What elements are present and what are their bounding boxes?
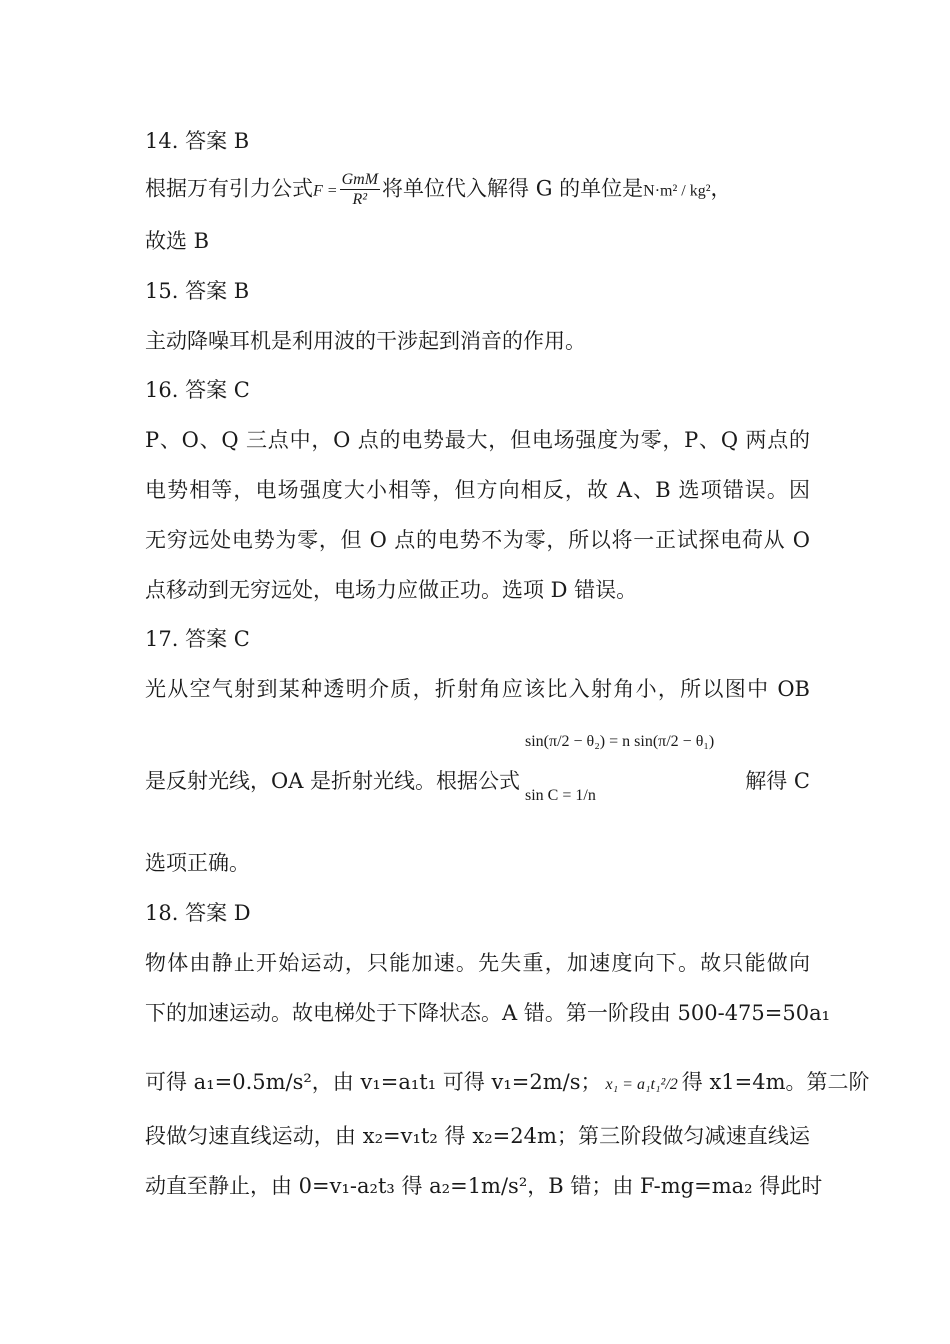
q14-line-2: 故选 B bbox=[145, 229, 210, 253]
q14-formula-denominator: R² bbox=[352, 191, 368, 208]
q14-formula-fraction bbox=[340, 172, 380, 208]
q14-formula-numerator: GmM bbox=[341, 171, 379, 188]
q17-title: 17. 答案 C bbox=[145, 627, 250, 651]
q16-line-3: 无穷远处电势为零，但 O 点的电势不为零，所以将一正试探电荷从 O bbox=[145, 528, 810, 552]
q17-equation-2: sin C = 1/n bbox=[525, 787, 596, 804]
q16-line-4: 点移动到无穷远处，电场力应做正功。选项 D 错误。 bbox=[145, 578, 638, 602]
q17-line-1: 光从空气射到某种透明介质，折射角应该比入射角小，所以图中 OB bbox=[145, 677, 810, 701]
q16-line-2: 电势相等，电场强度大小相等，但方向相反，故 A、B 选项错误。因 bbox=[145, 478, 810, 502]
q18-line-1: 物体由静止开始运动，只能加速。先失重，加速度向下。故只能做向 bbox=[145, 951, 810, 975]
q18-l3-part-a: 可得 a₁=0.5m/s²，由 v₁=a₁t₁ 可得 v₁=2m/s； bbox=[145, 1070, 602, 1094]
q14-formula-lhs: F = bbox=[313, 182, 338, 200]
q14-l1-end: ， bbox=[710, 176, 732, 201]
q16-line-1: P、O、Q 三点中，O 点的电势最大，但电场强度为零，P、Q 两点的 bbox=[145, 428, 810, 452]
q17-equation-system bbox=[525, 733, 740, 828]
q15-line-1: 主动降噪耳机是利用波的干涉起到消音的作用。 bbox=[145, 329, 586, 353]
q14-line-1 bbox=[145, 172, 810, 208]
q18-line-3 bbox=[145, 1067, 870, 1100]
q17-line-2-start: 是反射光线，OA 是折射光线。根据公式 bbox=[145, 769, 521, 793]
q17-line-3: 选项正确。 bbox=[145, 851, 250, 875]
q18-line-4: 段做匀速直线运动，由 x₂=v₁t₂ 得 x₂=24m；第三阶段做匀减速直线运 bbox=[145, 1124, 810, 1148]
q14-unit: N·m² / kg² bbox=[643, 182, 711, 200]
q14-l1-mid: 将单位代入解得 G 的单位是 bbox=[382, 176, 644, 201]
q18-l3-part-b: 得 x1=4m。第二阶 bbox=[681, 1070, 870, 1094]
q17-equation-1: sin(π/2 − θ₂) = n sin(π/2 − θ₁) bbox=[525, 733, 715, 750]
q18-title: 18. 答案 D bbox=[145, 901, 251, 925]
q17-line-2-end: 解得 C bbox=[745, 769, 810, 793]
q14-title: 14. 答案 B bbox=[145, 129, 250, 153]
q16-title: 16. 答案 C bbox=[145, 378, 250, 402]
q15-title: 15. 答案 B bbox=[145, 279, 250, 303]
q18-line-2: 下的加速运动。故电梯处于下降状态。A 错。第一阶段由 500-475=50a₁ bbox=[145, 1001, 831, 1025]
q18-line-5: 动直至静止，由 0=v₁-a₂t₃ 得 a₂=1m/s²，B 错；由 F-mg=ma₂ 得此时 bbox=[145, 1174, 823, 1198]
q18-l3-formula: x₁ = a₁t₁²/2 bbox=[605, 1076, 678, 1093]
q14-l1-text: 根据万有引力公式 bbox=[145, 176, 313, 201]
